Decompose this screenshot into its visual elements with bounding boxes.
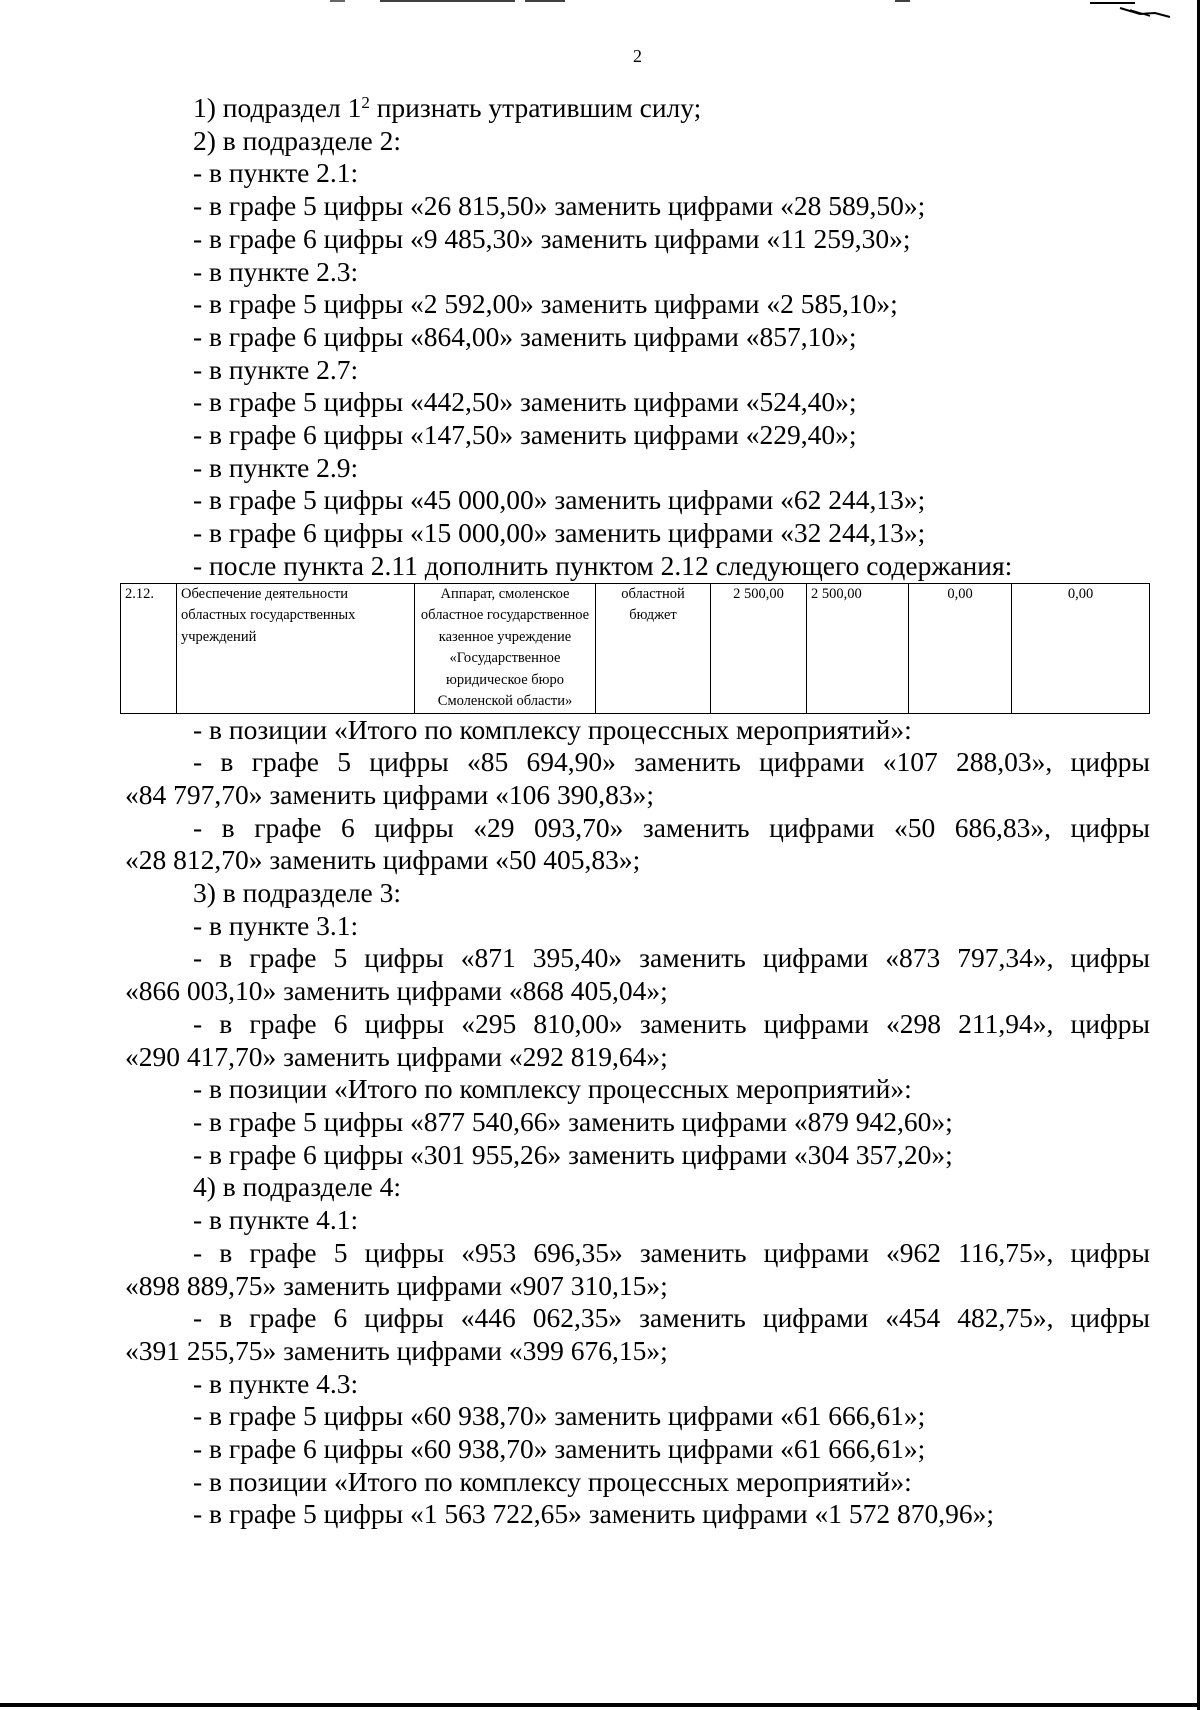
text-line: - в позиции «Итого по комплексу процессных мероприятий»: [193,1465,912,1497]
scan-artifact-top [0,0,1200,30]
cell-year1: 2 500,00 [807,583,909,713]
text-line: «898 889,75» заменить цифрами «907 310,15»; [125,1269,668,1301]
text-line: - в позиции «Итого по комплексу процессных мероприятий»: [193,713,912,745]
text-line: - в графе 6 цифры «446 062,35» заменить цифрами «454 482,75», цифры [193,1302,1150,1334]
text-line: - в пункте 2.7: [193,353,359,385]
text-line: - в графе 6 цифры «29 093,70» заменить цифрами «50 686,83», цифры [193,811,1150,843]
text-line: 3) в подразделе 3: [193,877,402,909]
text-line: - в графе 5 цифры «953 696,35» заменить цифрами «962 116,75», цифры [193,1236,1150,1268]
text-line: - в пункте 2.9: [193,451,359,483]
inserted-table [120,583,1149,714]
text-line: - в графе 5 цифры «1 563 722,65» заменить цифрами «1 572 870,96»; [193,1498,995,1530]
text-line: - в пункте 2.3: [193,255,359,287]
scan-edge-bottom [0,1703,1200,1707]
text-line: - в графе 5 цифры «45 000,00» заменить цифрами «62 244,13»; [193,484,926,516]
text-line: 2) в подразделе 2: [193,124,402,156]
text-line: - в графе 6 цифры «864,00» заменить цифрами «857,10»; [193,320,857,352]
text-line: - в графе 6 цифры «60 938,70» заменить цифрами «61 666,61»; [193,1433,926,1465]
cell-number: 2.12. [121,583,177,713]
cell-executor: Аппарат, смоленское областное государственное казенное учреждение «Государственное юридическое бюро Смоленской области» [415,583,596,713]
document-body [125,92,1150,1531]
text-line: «290 417,70» заменить цифрами «292 819,64»; [125,1040,668,1072]
amendments-subsection-2 [125,92,1150,583]
text-line: 1) подраздел $1^2$ признать утратившим силу; [193,92,702,123]
cell-year3: 0,00 [1012,583,1150,713]
text-line: - в графе 6 цифры «147,50» заменить цифрами «229,40»; [193,419,857,451]
text-line: - в пункте 4.3: [193,1367,359,1399]
text-line: - в графе 5 цифры «26 815,50» заменить цифрами «28 589,50»; [193,190,926,222]
text-line: «866 003,10» заменить цифрами «868 405,04»; [125,975,668,1007]
text-line: - после пункта 2.11 дополнить пунктом 2.12 следующего содержания: [193,549,1013,581]
text-line: - в графе 6 цифры «301 955,26» заменить цифрами «304 357,20»; [193,1138,953,1170]
text-line: - в графе 5 цифры «60 938,70» заменить цифрами «61 666,61»; [193,1400,926,1432]
text-line: - в графе 5 цифры «877 540,66» заменить цифрами «879 942,60»; [193,1105,953,1137]
cell-year2: 0,00 [909,583,1012,713]
text-line: - в позиции «Итого по комплексу процессных мероприятий»: [193,1073,912,1105]
text-line: - в пункте 2.1: [193,157,359,189]
text-line: - в графе 5 цифры «442,50» заменить цифрами «524,40»; [193,386,857,418]
text-line: - в графе 6 цифры «15 000,00» заменить цифрами «32 244,13»; [193,517,926,549]
text-line: «28 812,70» заменить цифрами «50 405,83»; [125,844,641,876]
table-row [121,583,1150,713]
amendments-continued [125,714,1150,1532]
text-line: - в графе 5 цифры «871 395,40» заменить цифрами «873 797,34», цифры [193,942,1150,974]
text-line: - в графе 6 цифры «295 810,00» заменить цифрами «298 211,94», цифры [193,1007,1150,1039]
text-line: - в пункте 3.1: [193,909,359,941]
cell-total: 2 500,00 [711,583,807,713]
text-line: - в графе 5 цифры «2 592,00» заменить цифрами «2 585,10»; [193,288,898,320]
cell-name: Обеспечение деятельности областных государственных учреждений [177,583,415,713]
text-line: - в пункте 4.1: [193,1204,359,1236]
cell-source: областной бюджет [596,583,711,713]
page-number: 2 [633,46,642,66]
text-line: 4) в подразделе 4: [193,1171,402,1203]
text-line: «391 255,75» заменить цифрами «399 676,15»; [125,1334,668,1366]
text-line: «84 797,70» заменить цифрами «106 390,83»; [125,778,655,810]
text-line: - в графе 5 цифры «85 694,90» заменить цифрами «107 288,03», цифры [193,746,1150,778]
text-line: - в графе 6 цифры «9 485,30» заменить цифрами «11 259,30»; [193,222,911,254]
